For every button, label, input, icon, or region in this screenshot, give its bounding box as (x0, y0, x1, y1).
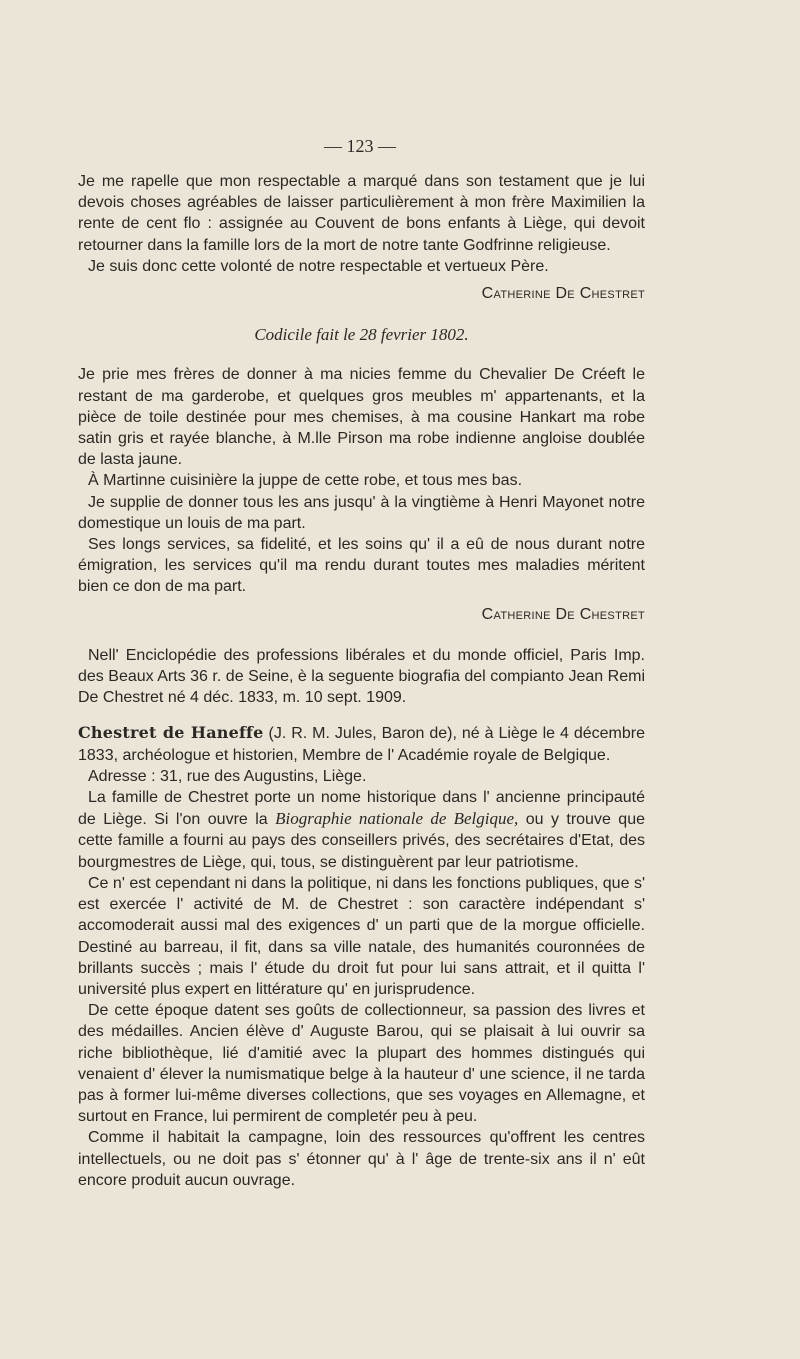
bio-entry (78, 722, 645, 765)
paragraph: Ses longs services, sa fidelité, et les soins qu' il a eû de nous durant notre émigration, les services qu'il ma rendu durant toutes mes maladies méritent bien ce don de ma part. (78, 536, 645, 596)
signature: Catherine De Chestret (481, 285, 645, 303)
bio-entry-text: (J. R. M. Jules, Baron de), né à Liège le 4 décembre 1833, archéologue et historien, Membre de l' Académie royale de Belgique. (78, 725, 646, 764)
signature: Catherine De Chestret (481, 605, 645, 623)
paragraph: Comme il habitait la campagne, loin des ressources qu'offrent les centres intellectuels, ou ne doit pas s' étonner qu' à l' âge de trente-six ans il n' eût encore produit aucun ouvrage. (78, 1129, 645, 1189)
paragraph: De cette époque datent ses goûts de collectionneur, sa passion des livres et des médailles. Ancien élève d' Auguste Barou, qui se plaisait à lui ouvrir sa riche bibliothèque, lié d'amitié avec la plupart des hommes distingués qui venaient d' élever la numismatique belge à la hauteur d' une science, il ne tarda pas à former lui-même diverses collections, que ses voyages en Allemagne, et surtout en France, lui permirent de completér peu à peu. (78, 1002, 645, 1126)
paragraph: Je supplie de donner tous les ans jusqu' à la vingtième à Henri Mayonet notre domestique un louis de ma part. (78, 493, 645, 532)
paragraph: Je prie mes frères de donner à ma nicies femme du Chevalier De Créeft le restant de ma garderobe, et quelques gros meubles m' appartenants, et la pièce de toile destinée pour mes chemises, à ma cousine Hankart ma robe satin gris et rayée blanche, à M.lle Pirson ma robe indienne angloise doublée de lasta jaune. (78, 366, 645, 469)
codicil-title: Codicile fait le 28 fevrier 1802. (254, 325, 469, 345)
paragraph: Je me rapelle que mon respectable a marqué dans son testament que je lui devois choses agréables de laisser particulièrement à mon frère Maximilien la rente de cent flo : assignée au Couvent de bons enfants à Liège, qui devoit retourner dans la famille lors de la mort de notre tante Godfrinne religieuse. (78, 173, 645, 254)
paragraph: Adresse : 31, rue des Augustins, Liège. (88, 767, 367, 785)
paragraph (78, 787, 645, 873)
paragraph: À Martinne cuisinière la juppe de cette robe, et tous mes bas. (88, 472, 523, 490)
text-span: La famille de Chestret porte un nome historique dans l' ancienne principauté de Liège. Si l'on ouvre la (78, 789, 645, 829)
paragraph: Ce n' est cependant ni dans la politique, ni dans les fonctions publiques, que s' est exercée l' activité de M. de Chestret : son caractère indépendant s' accomoderait aussi mal des exigences d' un parti que de la morgue officielle. Destiné au barreau, il fit, dans sa ville natale, des humanités couronnées de brillants succès ; mais l' étude du droit fut pour lui sans attrait, et il quitta l' université plus expert en littérature qu' en jurisprudence. (78, 874, 645, 998)
page-body (78, 171, 645, 1191)
book-title: Biographie nationale de Belgique, (275, 809, 519, 829)
page-number: — 123 — (324, 136, 396, 156)
paragraph: Nell' Enciclopédie des professions libérales et du monde officiel, Paris Imp. des Beaux Arts 36 r. de Seine, è la seguente biografia del compianto Jean Remi De Chestret né 4 déc. 1833, m. 10 sept. 1909. (78, 646, 645, 707)
paragraph: Je suis donc cette volonté de notre respectable et vertueux Père. (88, 257, 549, 275)
bio-name: Chestret de Haneffe (78, 723, 264, 743)
text-span: ou y trouve que cette famille a fourni au pays des conseillers privés, des secrétaires d'Etat, des bourgmestres de Liège, qui, tous, se distinguèrent par leur patriotisme. (78, 811, 645, 871)
